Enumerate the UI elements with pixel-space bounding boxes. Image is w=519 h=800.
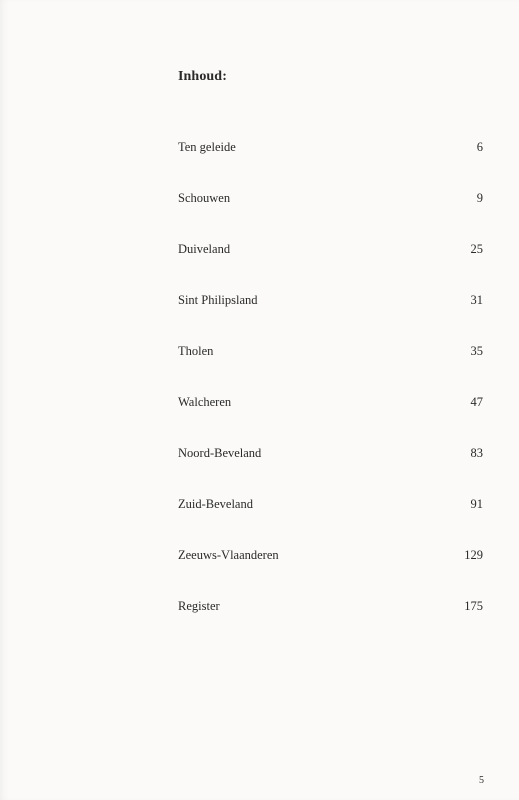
toc-entry-page: 25 — [470, 242, 483, 256]
toc-entry-label: Zeeuws-Vlaanderen — [178, 548, 279, 562]
toc-entry-page: 175 — [464, 599, 483, 613]
toc-entry-label: Tholen — [178, 344, 214, 358]
toc-entry — [178, 140, 483, 191]
toc-entry — [178, 497, 483, 548]
toc-entry-page: 129 — [464, 548, 483, 562]
toc-entry-page: 91 — [470, 497, 483, 511]
toc-entry — [178, 293, 483, 344]
toc-entry-label: Noord-Beveland — [178, 446, 262, 460]
toc-entry — [178, 548, 483, 599]
toc-entry-label: Duiveland — [178, 242, 231, 256]
toc-entry-page: 35 — [470, 344, 483, 358]
toc-entry-label: Schouwen — [178, 191, 231, 205]
table-of-contents — [178, 140, 483, 650]
page-number: 5 — [479, 775, 484, 786]
toc-entry-page: 83 — [470, 446, 483, 460]
toc-entry-label: Register — [178, 599, 220, 613]
toc-entry — [178, 395, 483, 446]
toc-entry-label: Walcheren — [178, 395, 232, 409]
toc-entry — [178, 242, 483, 293]
toc-heading: Inhoud: — [178, 69, 227, 84]
toc-entry — [178, 344, 483, 395]
toc-entry-label: Ten geleide — [178, 140, 236, 154]
toc-entry — [178, 599, 483, 650]
toc-entry-page: 31 — [470, 293, 483, 307]
toc-entry-label: Sint Philipsland — [178, 293, 258, 307]
toc-entry-page: 47 — [470, 395, 483, 409]
toc-entry-page: 6 — [476, 140, 483, 154]
toc-entry-page: 9 — [476, 191, 483, 205]
toc-entry — [178, 446, 483, 497]
toc-entry-label: Zuid-Beveland — [178, 497, 253, 511]
toc-entry — [178, 191, 483, 242]
